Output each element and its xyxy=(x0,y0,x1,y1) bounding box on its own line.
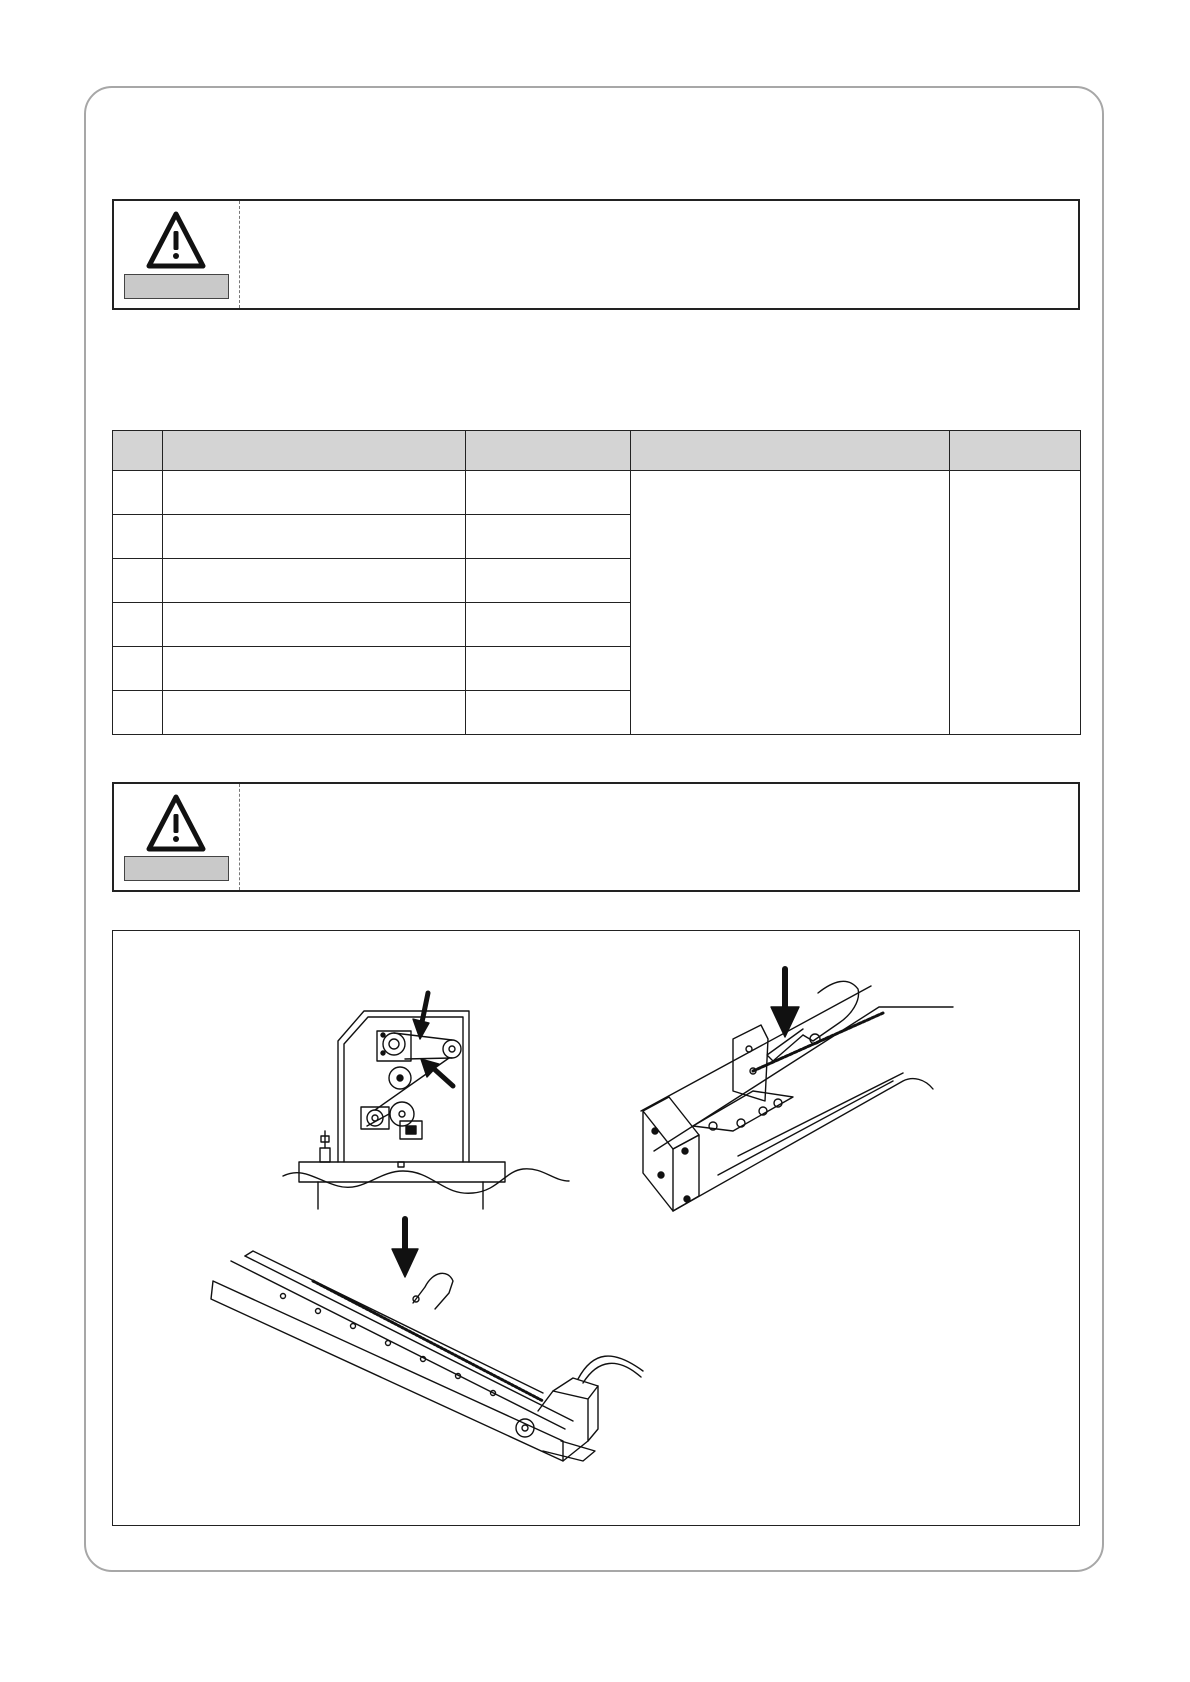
header-qty xyxy=(466,431,631,471)
header-description xyxy=(631,431,950,471)
table-cell xyxy=(113,647,163,691)
warning-box-1 xyxy=(112,199,1080,310)
table-header-row xyxy=(113,431,1081,471)
table-cell xyxy=(466,603,631,647)
table-cell xyxy=(113,559,163,603)
table-row xyxy=(113,471,1081,515)
table-merged-cell xyxy=(950,471,1081,735)
table-cell xyxy=(163,647,466,691)
table-cell xyxy=(113,515,163,559)
header-no xyxy=(113,431,163,471)
table-merged-cell xyxy=(631,471,950,735)
table-cell xyxy=(163,471,466,515)
table-cell xyxy=(113,691,163,735)
header-name xyxy=(163,431,466,471)
warning-triangle-icon xyxy=(146,211,206,269)
belt-rail-illustration xyxy=(211,1219,643,1461)
warning-icon-column xyxy=(114,784,240,890)
table-cell xyxy=(163,559,466,603)
table-cell xyxy=(163,603,466,647)
table-cell xyxy=(466,471,631,515)
figure-panel xyxy=(112,930,1080,1526)
roller-frame-illustration xyxy=(283,993,569,1209)
warning-box-2 xyxy=(112,782,1080,892)
table-cell xyxy=(163,691,466,735)
table-cell xyxy=(113,603,163,647)
table-cell xyxy=(163,515,466,559)
header-notes xyxy=(950,431,1081,471)
table-cell xyxy=(466,515,631,559)
warning-label xyxy=(124,856,229,881)
warning-icon-column xyxy=(114,201,240,308)
table-cell xyxy=(466,559,631,603)
table-cell xyxy=(466,691,631,735)
warning-label xyxy=(124,274,229,299)
carriage-illustration xyxy=(641,969,953,1211)
table-cell xyxy=(113,471,163,515)
table-cell xyxy=(466,647,631,691)
warning-triangle-icon xyxy=(146,794,206,852)
parts-table xyxy=(112,430,1081,735)
